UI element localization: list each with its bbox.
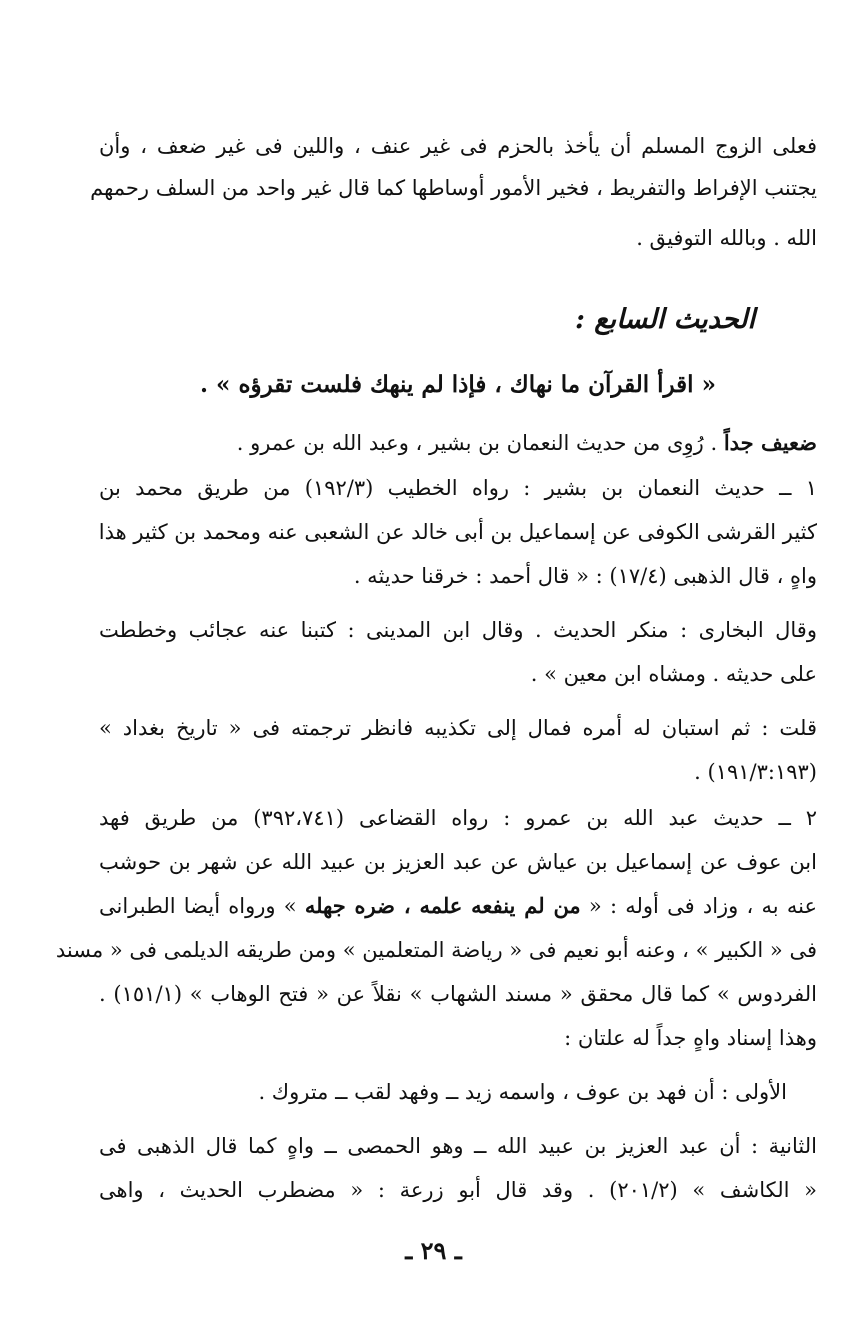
hadith-text: « اقرأ القرآن ما نهاك ، فإذا لم ينهك فلست تقرؤه » .	[200, 371, 716, 398]
para4-line-2: ابن عوف عن إسماعيل بن عياش عن عبد العزيز بن عبيد الله عن شهر بن حوشب	[99, 850, 817, 874]
intro-line-3: الله . وبالله التوفيق .	[636, 226, 817, 250]
hadith-addition: من لم ينفعه علمه ، ضره جهله	[304, 893, 581, 918]
intro-line-2: يجتنب الإفراط والتفريط ، فخير الأمور أوساطها كما قال غير واحد من السلف رحمهم	[90, 176, 817, 200]
para4-line-1: ٢ ــ حديث عبد الله بن عمرو : رواه القضاعى (٣٩٢،٧٤١) من طريق فهد	[99, 806, 817, 830]
section-heading: الحديث السابع :	[574, 304, 755, 335]
para1-line-3: واهٍ ، قال الذهبى (١٧/٤) : « قال أحمد : خرقنا حديثه .	[353, 564, 817, 588]
para6-line-2: « الكاشف » (٢٠١/٢) . وقد قال أبو زرعة : « مضطرب الحديث ، واهى	[99, 1178, 817, 1202]
grading-line	[99, 427, 817, 459]
para4-line-3	[99, 890, 817, 922]
para4-line-6: وهذا إسناد واهٍ جداً له علتان :	[564, 1026, 817, 1050]
para4-line-3-post: » ورواه أيضا الطبرانى	[99, 894, 297, 918]
para3-line-1: قلت : ثم استبان له أمره فمال إلى تكذيبه فانظر ترجمته فى « تاريخ بغداد »	[99, 716, 817, 740]
page-number: ـ ٢٩ ـ	[405, 1236, 462, 1265]
para6-line-1: الثانية : أن عبد العزيز بن عبيد الله ــ وهو الحمصى ــ واهٍ كما قال الذهبى فى	[99, 1134, 817, 1158]
para2-line-1: وقال البخارى : منكر الحديث . وقال ابن المدينى : كتبنا عنه عجائب وخططت	[99, 618, 817, 642]
para4-line-5: الفردوس » كما قال محقق « مسند الشهاب » نقلاً عن « فتح الوهاب » (١٥١/١) .	[99, 982, 817, 1006]
grading-label: ضعيف جداً	[723, 430, 817, 455]
para4-line-4: فى « الكبير » ، وعنه أبو نعيم فى « رياضة المتعلمين » ومن طريقه الديلمى فى « مسند	[55, 938, 817, 962]
para1-line-2: كثير القرشى الكوفى عن إسماعيل بن أبى خالد عن الشعبى عنه ومحمد بن كثير هذا	[98, 520, 817, 544]
grading-rest: . رُوِى من حديث النعمان بن بشير ، وعبد الله بن عمرو .	[236, 431, 718, 455]
para4-line-3-pre: عنه به ، وزاد فى أوله : «	[588, 894, 817, 918]
para1-line-1: ١ ــ حديث النعمان بن بشير : رواه الخطيب (١٩٢/٣) من طريق محمد بن	[99, 476, 817, 500]
para2-line-2: على حديثه . ومشاه ابن معين » .	[530, 662, 817, 686]
para5-line-1: الأولى : أن فهد بن عوف ، واسمه زيد ــ وفهد لقب ــ متروك .	[258, 1080, 787, 1104]
intro-line-1: فعلى الزوج المسلم أن يأخذ بالحزم فى غير عنف ، واللين فى غير ضعف ، وأن	[99, 134, 817, 158]
para3-line-2: (١٩١/٣:١٩٣) .	[694, 760, 817, 784]
